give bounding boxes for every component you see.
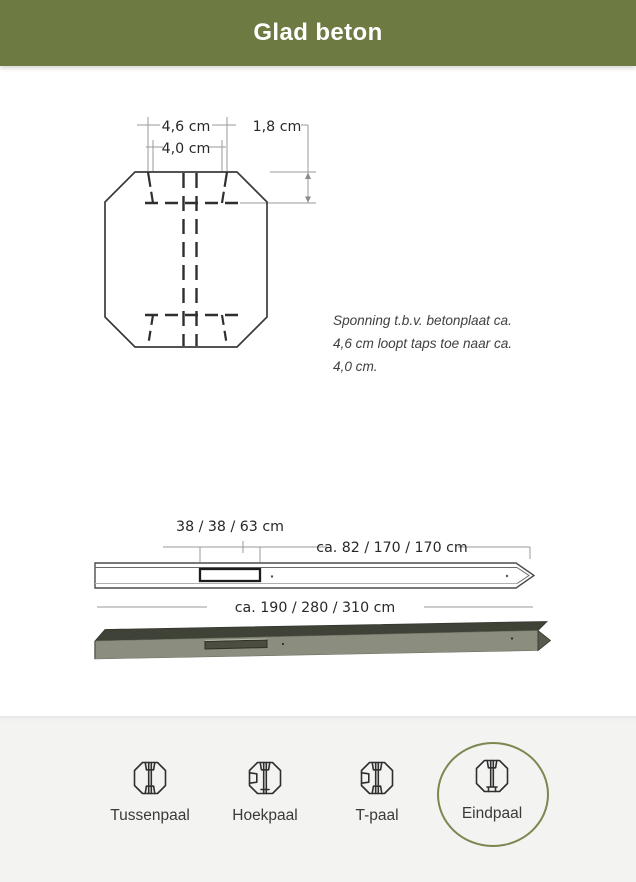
outline-post-body bbox=[95, 563, 534, 588]
technical-drawing bbox=[0, 66, 636, 716]
side-view-outline-post bbox=[95, 519, 534, 616]
rendered-post-slot bbox=[205, 640, 267, 649]
header bbox=[0, 0, 636, 66]
tussenpaal-icon bbox=[129, 758, 171, 798]
post-type-label: Eindpaal bbox=[461, 805, 523, 822]
page-title: Glad beton bbox=[253, 19, 383, 46]
hoekpaal-icon bbox=[244, 758, 286, 798]
side-view-rendered-post bbox=[95, 622, 551, 660]
caption-sponning: Sponning t.b.v. betonplaat ca. 4,6 cm loopt taps toe naar ca. 4,0 cm. bbox=[333, 313, 513, 374]
eindpaal-icon bbox=[471, 756, 513, 796]
post-type-tussenpaal[interactable] bbox=[95, 758, 205, 825]
post-outline bbox=[105, 172, 267, 347]
dim-depth-label: 1,8 cm bbox=[252, 119, 302, 135]
dim-slot-section-label: 38 / 38 / 63 cm bbox=[176, 519, 284, 535]
post-type-eindpaal[interactable] bbox=[437, 756, 547, 823]
dim-outer-width-label: 4,6 cm bbox=[161, 119, 211, 135]
post-type-label: Hoekpaal bbox=[232, 807, 298, 824]
centre-slot-lines bbox=[184, 173, 197, 346]
post-type-label: Tussenpaal bbox=[110, 807, 190, 824]
dim-total-length-label: ca. 190 / 280 / 310 cm bbox=[234, 600, 396, 616]
rendered-post-tip bbox=[538, 631, 551, 651]
post-type-label: T-paal bbox=[355, 807, 399, 824]
dim-inner-width-label: 4,0 cm bbox=[161, 141, 211, 157]
post-type-t-paal[interactable] bbox=[322, 758, 432, 825]
cross-section-diagram bbox=[105, 117, 316, 347]
t-paal-icon bbox=[356, 758, 398, 798]
dim-upper-section-label: ca. 82 / 170 / 170 cm bbox=[316, 540, 468, 556]
top-groove bbox=[145, 172, 243, 203]
plate-slot bbox=[200, 569, 260, 581]
bottom-groove bbox=[145, 315, 243, 346]
post-type-hoekpaal[interactable] bbox=[210, 758, 320, 825]
